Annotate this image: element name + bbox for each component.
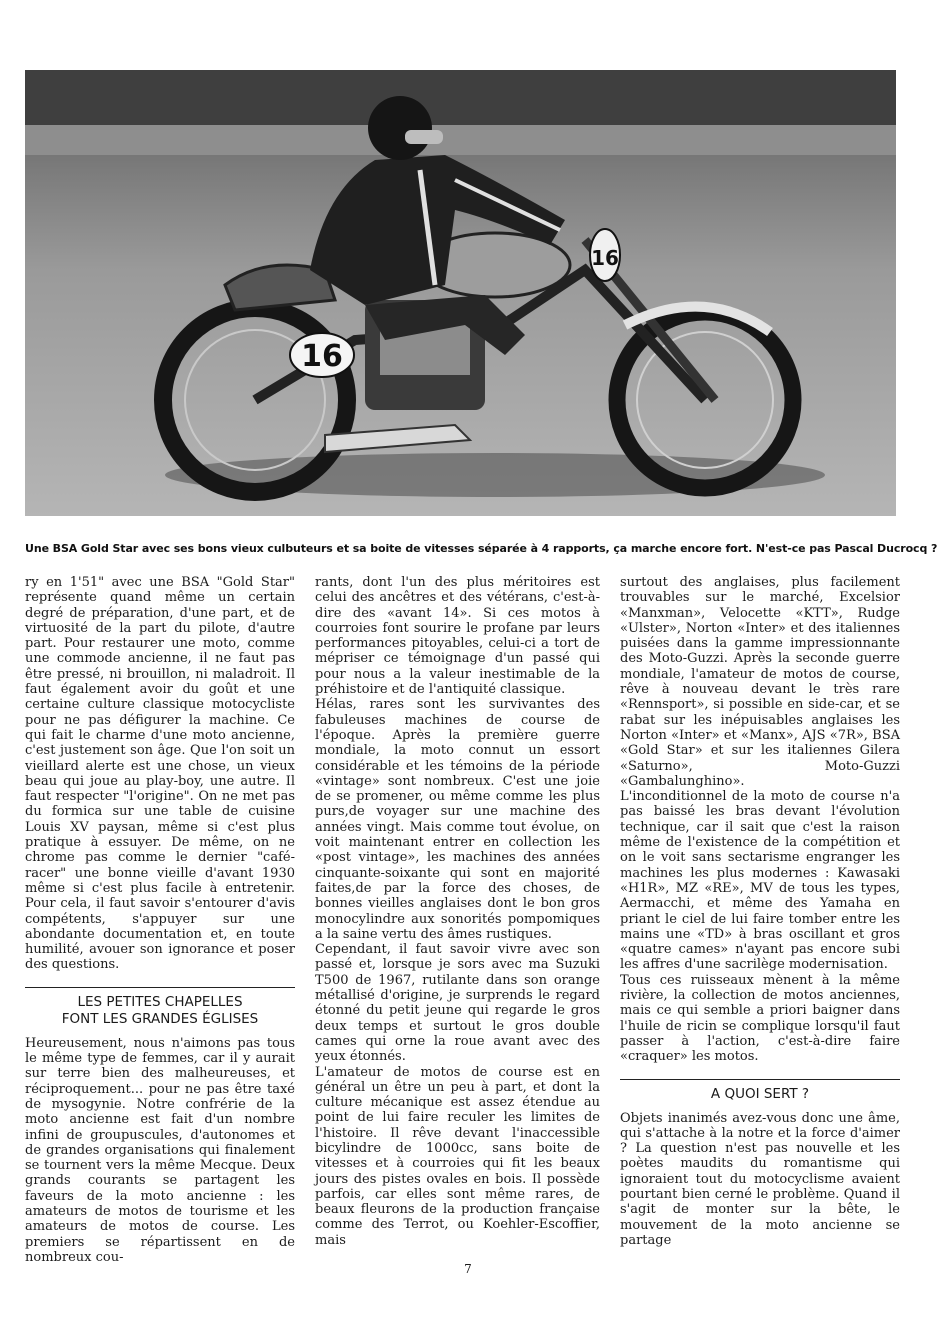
front-number-plate: 16 <box>591 246 619 270</box>
column3-paragraph3: Tous ces ruisseaux mènent à la même rivière, la collection de motos anciennes, mais ce qui semble a priori baigner dans l'huile de ricin se complique lorsqu'il faut passer à l'action, c'est-à-dire faire «craquer» les motos. <box>620 972 900 1065</box>
column2-paragraph2: Hélas, rares sont les survivantes des fabuleuses machines de course de l'époque. Après la première guerre mondiale, la moto connut un essort considérable et les témoins de la période «vintage» sont nombreux. C'est une joie de se promener, ou même comme les plus purs,de voyager sur une machine des années vingt. Mais comme tout évolue, on voit maintenant entrer en collection les «post vintage», les machines des années cinquante-soixante qui sont en majorité faites,de par la force des choses, de bonnes vieilles anglaises dont le bon gros monocylindre aux sonorités pompomiques a la saine vertu des âmes rustiques. <box>315 697 600 942</box>
motorcycle-photo <box>25 70 896 516</box>
text-column-3 <box>620 575 900 1248</box>
heading-a-quoi-sert: A QUOI SERT ? <box>710 1085 810 1102</box>
heading-line-2: FONT LES GRANDES ÉGLISES <box>61 1010 259 1027</box>
text-column-1 <box>25 575 295 1265</box>
column1-paragraph1: ry en 1'51" avec une BSA "Gold Star" représente quand même un certain degré de préparation, d'une part, et de virtuosité de la part du pilote, d'autre part. Pour restaurer une moto, comme une commode ancienne, il ne faut pas être pressé, ni brouillon, ni maladroit. Il faut également avoir du goût et une certaine culture classique motocycliste pour ne pas défigurer la machine. Ce qui fait le charme d'une moto ancienne, c'est justement son âge. Que l'on soit un vieillard alerte est une chose, un vieux beau qui joue au play-boy, une autre. Il faut respecter "l'origine". On ne met pas du formica sur une table de cuisine Louis XV paysan, même si c'est plus pratique à essuyer. De même, on ne chrome pas comme le dernier "café-racer" une bonne vieille d'avant 1930 même si c'est plus facile à entretenir. Pour cela, il faut savoir s'entourer d'avis compétents, s'appuyer sur une abondante documentation et, en toute humilité, avouer son ignorance et poser des questions. <box>25 575 295 973</box>
photo-caption: Une BSA Gold Star avec ses bons vieux culbuteurs et sa boite de vitesses séparée à 4 rapports, ça marche encore fort. N'est-ce pas Pascal Ducrocq ? <box>25 542 938 555</box>
section-heading-a-quoi-sert <box>620 1079 900 1103</box>
column2-paragraph3: Cependant, il faut savoir vivre avec son passé et, lorsque je sors avec ma Suzuki T500 de 1967, rutilante dans son orange métallisé d'origine, je surprends le regard étonné du petit jeune qui regarde le gros deux temps et surtout le gros double cames qui orne la roue avant avec des yeux étonnés. <box>315 942 600 1065</box>
page-number: 7 <box>464 1262 472 1276</box>
column2-paragraph1: rants, dont l'un des plus méritoires est celui des ancêtres et des vétérans, c'est-à-dire des «avant 14». Si ces motos à courroies font sourire le profane par leurs performances pitoyables, celui-ci a tort de mépriser ce témoignage d'un passé qui pour nous a la valeur inestimable de la préhistoire et de l'antiquité classique. <box>315 575 600 698</box>
column3-paragraph4: Objets inanimés avez-vous donc une âme, qui s'attache à la notre et la force d'aimer ? La question n'est pas nouvelle et les poètes maudits du romantisme qui ignoraient tout du motocyclisme avaient pourtant bien cerné le problème. Quand il s'agit de monter sur la bête, le mouvement de la moto ancienne se partage <box>620 1110 900 1248</box>
column2-paragraph4: L'amateur de motos de course est en général un être un peu à part, et dont la culture mécanique est assez étendue au point de lui faire reculer les limites de l'histoire. Il rêve devant l'inaccessible bicylindre de 1000cc, sans boite de vitesses et à courroies qui fit les beaux jours des pistes ovales en bois. Il possède parfois, car elles sont même rares, de beaux fleurons de la production française comme des Terrot, ou Koehler-Escoffier, mais <box>315 1064 600 1248</box>
column3-paragraph2: L'inconditionnel de la moto de course n'a pas baissé les bras devant l'évolution technique, car il sait que c'est la raison même de l'existence de la compétition et on le voit sans sectarisme engranger les machines les plus modernes : Kawasaki «H1R», MZ «RE», MV de tous les types, Aermacchi, et même des Yamaha en priant le ciel de lui faire tomber entre les mains une «TD» à bras oscillant et gros «quatre cames» n'ayant pas encore subi les affres d'une sacrilège modernisation. <box>620 789 900 973</box>
column3-paragraph1: surtout des anglaises, plus facilement trouvables sur le marché, Excelsior «Manxman», Velocette «KTT», Rudge «Ulster», Norton «Inter» et des italiennes puisées dans la gamme impressionnante des Moto-Guzzi. Après la seconde guerre mondiale, l'amateur de motos de course, rêve à nouveau devant le très rare «Rennsport», si possible en side-car, et se rabat sur les inépuisables anglaises les Norton «Inter» et «Manx», AJS «7R», BSA «Gold Star» et sur les italiennes Gilera «Saturno», Moto-Guzzi «Gambalunghino». <box>620 575 900 789</box>
section-heading-petites-chapelles <box>25 987 295 1028</box>
column1-paragraph2: Heureusement, nous n'aimons pas tous le même type de femmes, car il y aurait sur terre bien des malheureuses, et réciproquement... pour ne pas être taxé de mysogynie. Notre confrérie de la moto ancienne est fait d'un nombre infini de groupuscules, d'autonomes et de grandes organisations qui finalement se tournent vers la même Mecque. Deux grands courants se partagent les faveurs de la moto ancienne : les amateurs de motos de tourisme et les amateurs de motos de course. Les premiers se répartissent en de nombreux cou- <box>25 1035 295 1265</box>
rear-number-plate: 16 <box>301 339 343 374</box>
heading-line-1: LES PETITES CHAPELLES <box>77 993 243 1010</box>
text-column-2 <box>315 575 600 1248</box>
motorcycle-illustration <box>25 70 896 516</box>
